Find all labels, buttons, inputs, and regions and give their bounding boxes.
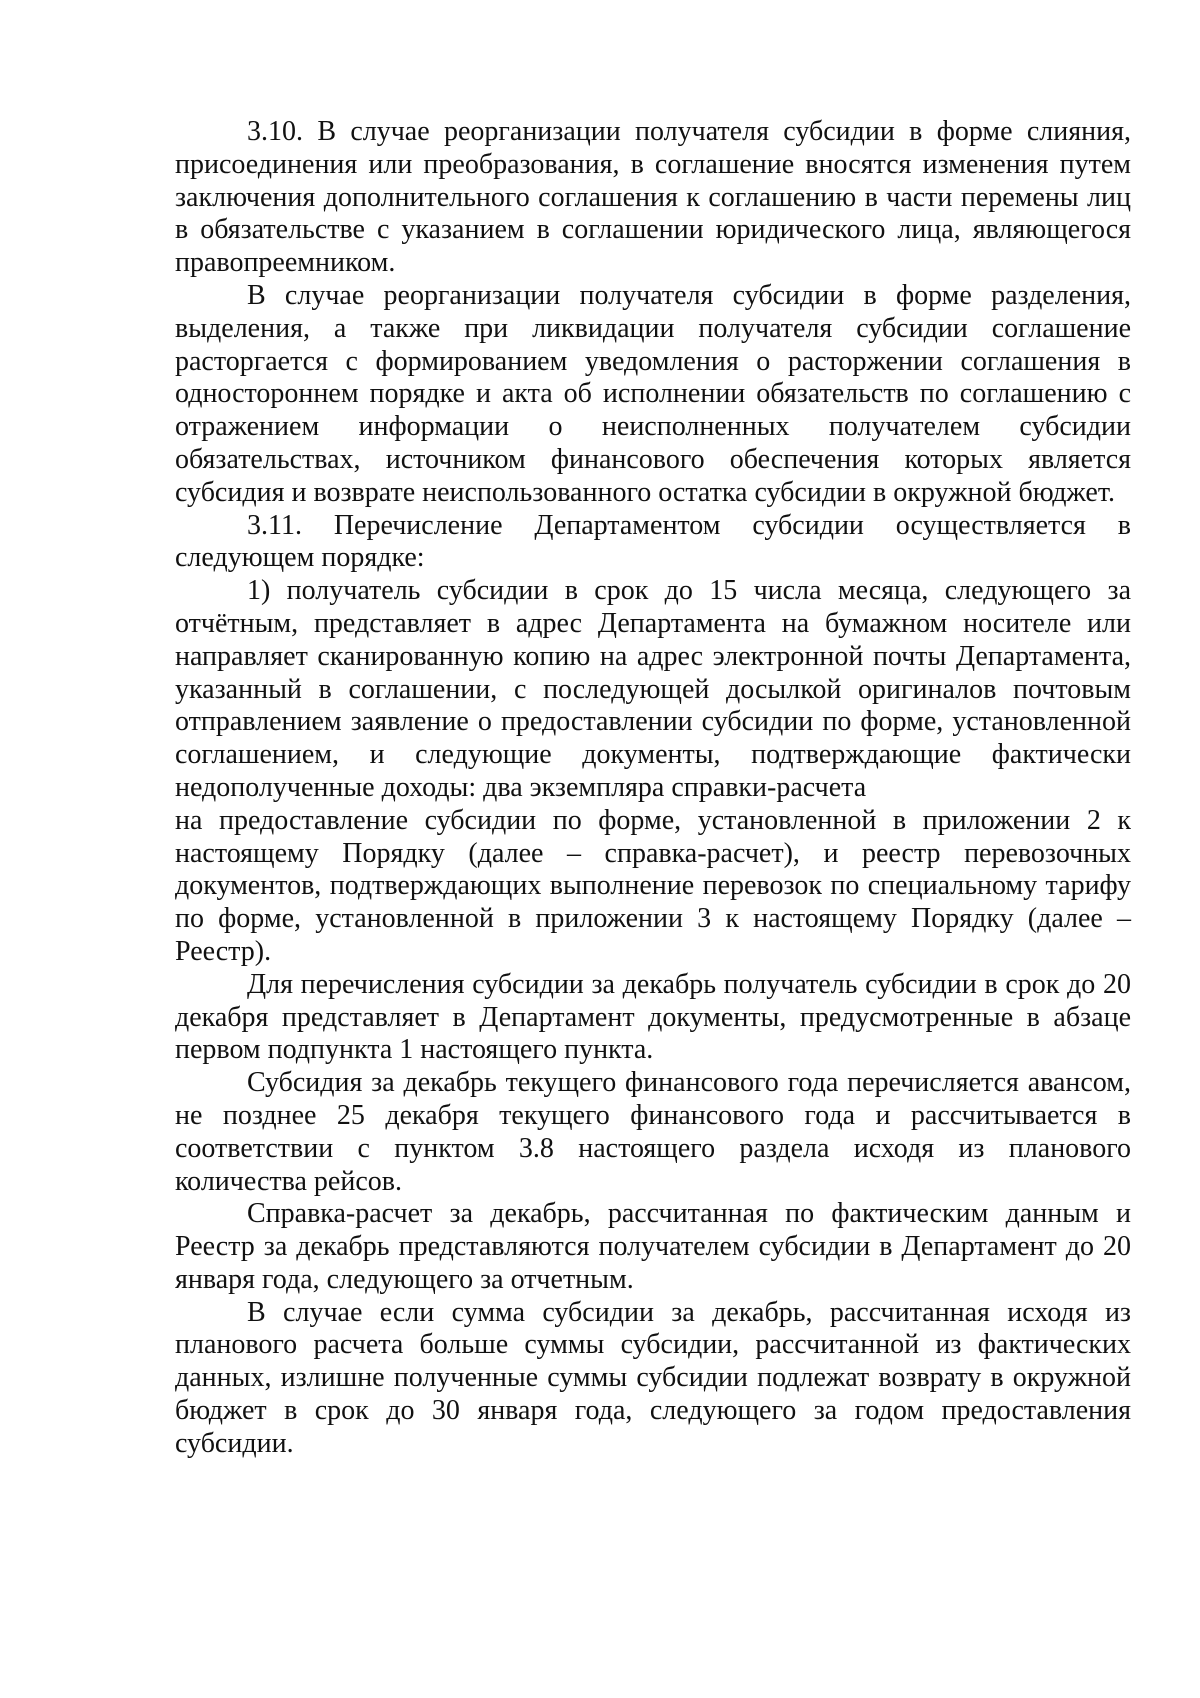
paragraph-december-report: Справка-расчет за декабрь, рассчитанная по фактическим данным и Реестр за декабрь представляются получателем субсидии в Департамент до 20 января года, следующего за отчетным. [175, 1198, 1131, 1295]
paragraph-december-advance: Субсидия за декабрь текущего финансового года перечисляется авансом, не позднее 25 декабря текущего финансового года и рассчитывается в соответствии с пунктом 3.8 настоящего раздела исходя из планового количества рейсов. [175, 1067, 1131, 1197]
paragraph-3-11: 3.11. Перечисление Департаментом субсидии осуществляется в следующем порядке: [175, 509, 1131, 574]
paragraph-subitem-1: 1) получатель субсидии в срок до 15 числа месяца, следующего за отчётным, представляет в адрес Департамента на бумажном носителе или направляет сканированную копию на адрес электронной почты Департамента, указанный в соглашении, с последующей досылкой оригиналов почтовым отправлением заявление о предоставлении субсидии по форме, установленной соглашением, и следующие документы, подтверждающие фактически недополученные доходы: два экземпляра справки-расчета [175, 575, 1131, 803]
paragraph-subitem-1-continued: на предоставление субсидии по форме, установленной в приложении 2 к настоящему Порядку (далее – справка-расчет), и реестр перевозочных документов, подтверждающих выполнение перевозок по специальному тарифу по форме, установленной в приложении 3 к настоящему Порядку (далее – Реестр). [175, 804, 1131, 967]
paragraph-excess-return: В случае если сумма субсидии за декабрь, рассчитанная исходя из планового расчета больше суммы субсидии, рассчитанной из фактических данных, излишне полученные суммы субсидии подлежат возврату в окружной бюджет в срок до 30 января года, следующего за годом предоставления субсидии. [175, 1296, 1131, 1459]
paragraph-december-transfer: Для перечисления субсидии за декабрь получатель субсидии в срок до 20 декабря представляет в Департамент документы, предусмотренные в абзаце первом подпункта 1 настоящего пункта. [175, 968, 1131, 1066]
paragraph-reorganization-separation: В случае реорганизации получателя субсидии в форме разделения, выделения, а также при ликвидации получателя субсидии соглашение расторгается с формированием уведомления о расторжении соглашения в одностороннем порядке и акта об исполнении обязательств по соглашению с отражением информации о неисполненных получателем субсидии обязательствах, источником финансового обеспечения которых является субсидия и возврате неиспользованного остатка субсидии в окружной бюджет. [175, 279, 1131, 508]
paragraph-3-10: 3.10. В случае реорганизации получателя субсидии в форме слияния, присоединения или преобразования, в соглашение вносятся изменения путем заключения дополнительного соглашения к соглашению в части перемены лиц в обязательстве с указанием в соглашении юридического лица, являющегося правопреемником. [175, 116, 1131, 279]
document-body [175, 116, 1131, 1461]
